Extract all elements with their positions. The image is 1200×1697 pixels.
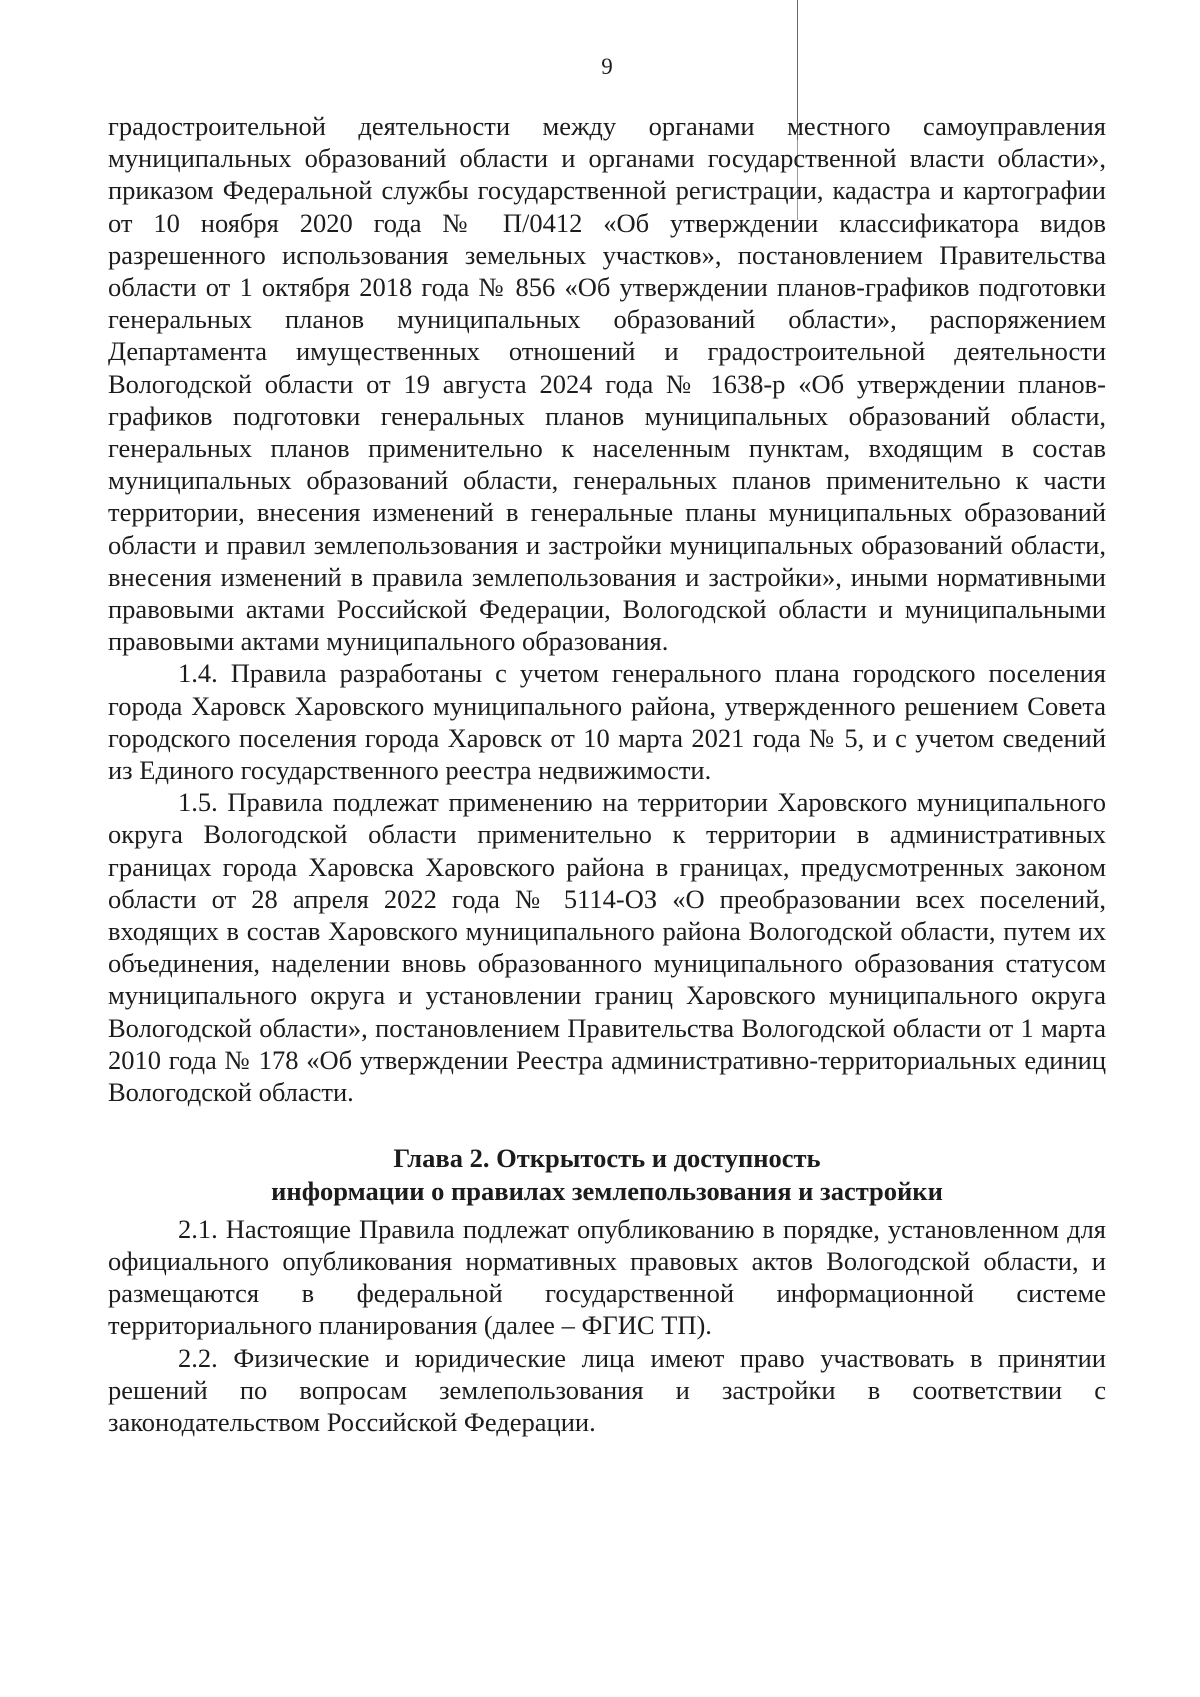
- paragraph-1-5: 1.5. Правила подлежат применению на территории Харовского муниципального округа Вологодской области применительно к территории в административных границах города Харовска Харовского района в границах, предусмотренных законом области от 28 апреля 2022 года № 5114-ОЗ «О преобразовании всех поселений, входящих в состав Харовского муниципального района Вологодской области, путем их объединения, наделении вновь образованного муниципального образования статусом муниципального округа и установлении границ Харовского муниципального округа Вологодской области», постановлением Правительства Вологодской области от 1 марта 2010 года № 178 «Об утверждении Реестра административно-территориальных единиц Вологодской области.: [108, 787, 1106, 1108]
- paragraph-2-2: 2.2. Физические и юридические лица имеют право участвовать в принятии решений по вопросам землепользования и застройки в соответствии с законодательством Российской Федерации.: [108, 1342, 1106, 1437]
- paragraph-1-4: 1.4. Правила разработаны с учетом генерального плана городского поселения города Харовск Харовского муниципального района, утвержденного решением Совета городского поселения города Харовск от 10 марта 2021 года № 5, и с учетом сведений из Единого государственного реестра недвижимости.: [108, 658, 1106, 786]
- document-body: [108, 110, 1106, 1438]
- paragraph-continuation: градостроительной деятельности между органами местного самоуправления муниципальных образований области и органами государственной власти области», приказом Федеральной службы государственной регистрации, кадастра и картографии от 10 ноября 2020 года № П/0412 «Об утверждении классификатора видов разрешенного использования земельных участков», постановлением Правительства области от 1 октября 2018 года № 856 «Об утверждении планов-графиков подготовки генеральных планов муниципальных образований области», распоряжением Департамента имущественных отношений и градостроительной деятельности Вологодской области от 19 августа 2024 года № 1638-р «Об утверждении планов-графиков подготовки генеральных планов муниципальных образований области, генеральных планов применительно к населенным пунктам, входящим в состав муниципальных образований области, генеральных планов применительно к части территории, внесения изменений в генеральные планы муниципальных образований области и правил землепользования и застройки муниципальных образований области, внесения изменений в правила землепользования и застройки», иными нормативными правовыми актами Российской Федерации, Вологодской области и муниципальными правовыми актами муниципального образования.: [108, 111, 1106, 657]
- page-number: 9: [601, 54, 613, 79]
- paragraph-2-1: 2.1. Настоящие Правила подлежат опубликованию в порядке, установленном для официального опубликования нормативных правовых актов Вологодской области, и размещаются в федеральной государственной информационной системе территориального планирования (далее – ФГИС ТП).: [108, 1213, 1106, 1341]
- chapter-heading: [108, 1142, 1106, 1206]
- chapter-title-line-2: информации о правилах землепользования и застройки: [271, 1175, 943, 1206]
- chapter-title-line-1: Глава 2. Открытость и доступность: [393, 1143, 821, 1174]
